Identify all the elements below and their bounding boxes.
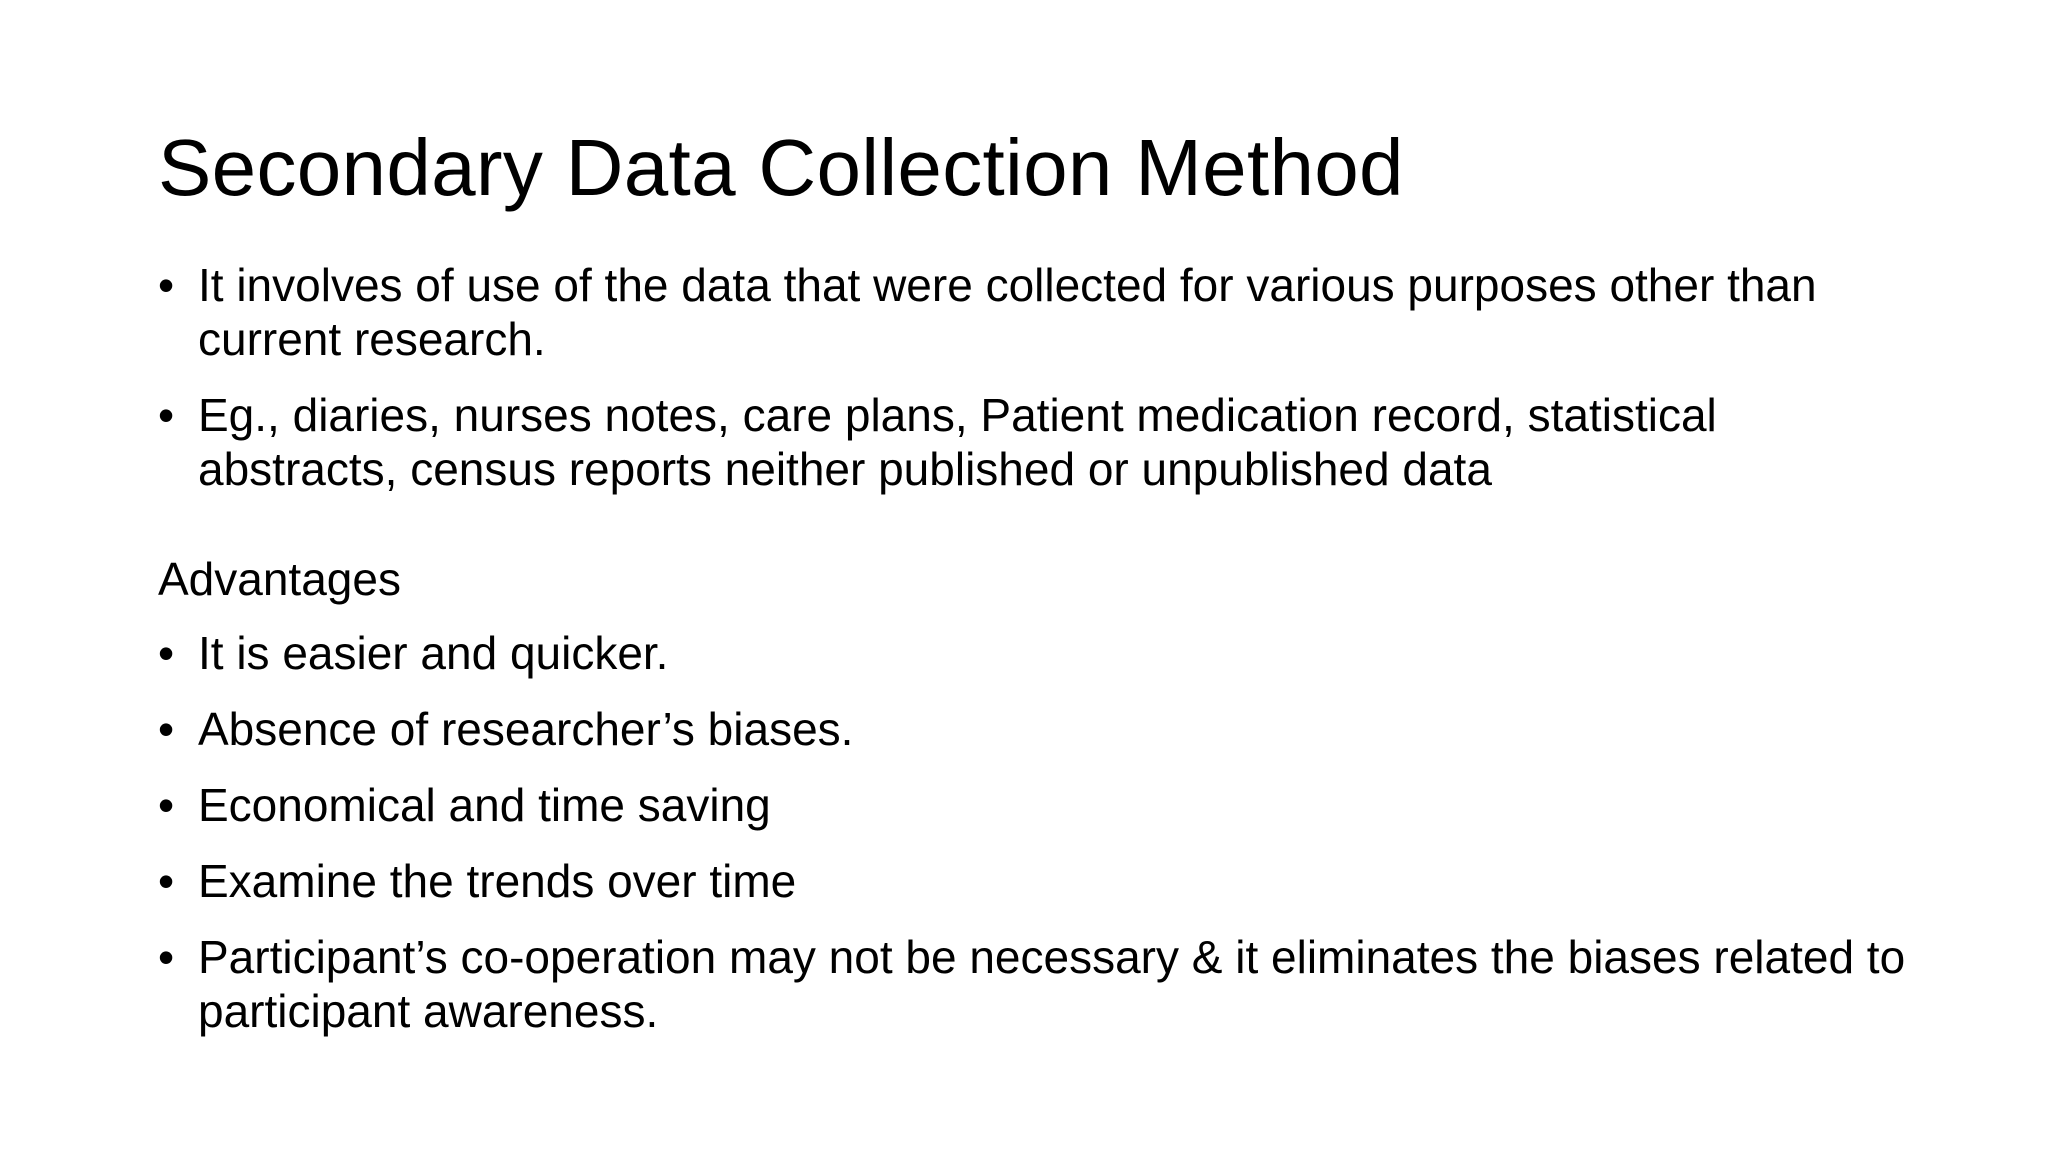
bullet-icon: •: [158, 779, 175, 831]
intro-bullet-item: [158, 388, 1918, 496]
advantage-bullet-item: [158, 702, 1918, 756]
bullet-icon: •: [158, 931, 175, 983]
advantage-bullet-item: [158, 930, 1918, 1038]
bullet-icon: •: [158, 703, 175, 755]
bullet-text: Absence of researcher’s biases.: [198, 703, 854, 755]
bullet-icon: •: [158, 855, 175, 907]
advantages-bullet-list: [158, 626, 1918, 1038]
slide-title: Secondary Data Collection Method: [158, 123, 1404, 212]
bullet-text: Participant’s co-operation may not be necessary & it eliminates the biases related to participant awareness.: [198, 931, 1906, 1037]
slide-content: [158, 258, 1918, 1060]
bullet-icon: •: [158, 389, 175, 441]
bullet-text: Examine the trends over time: [198, 855, 797, 907]
bullet-icon: •: [158, 627, 175, 679]
bullet-text: Eg., diaries, nurses notes, care plans, Patient medication record, statistical abstracts, census reports neither published or unpublished data: [198, 389, 1717, 495]
advantages-heading: Advantages: [158, 553, 401, 605]
advantage-bullet-item: [158, 778, 1918, 832]
bullet-text: It is easier and quicker.: [198, 627, 669, 679]
advantage-bullet-item: [158, 854, 1918, 908]
advantages-section: [158, 552, 1918, 1038]
bullet-icon: •: [158, 259, 175, 311]
advantage-bullet-item: [158, 626, 1918, 680]
bullet-text: Economical and time saving: [198, 779, 771, 831]
intro-bullet-list: [158, 258, 1918, 496]
bullet-text: It involves of use of the data that were collected for various purposes other than current research.: [198, 259, 1817, 365]
intro-bullet-item: [158, 258, 1918, 366]
